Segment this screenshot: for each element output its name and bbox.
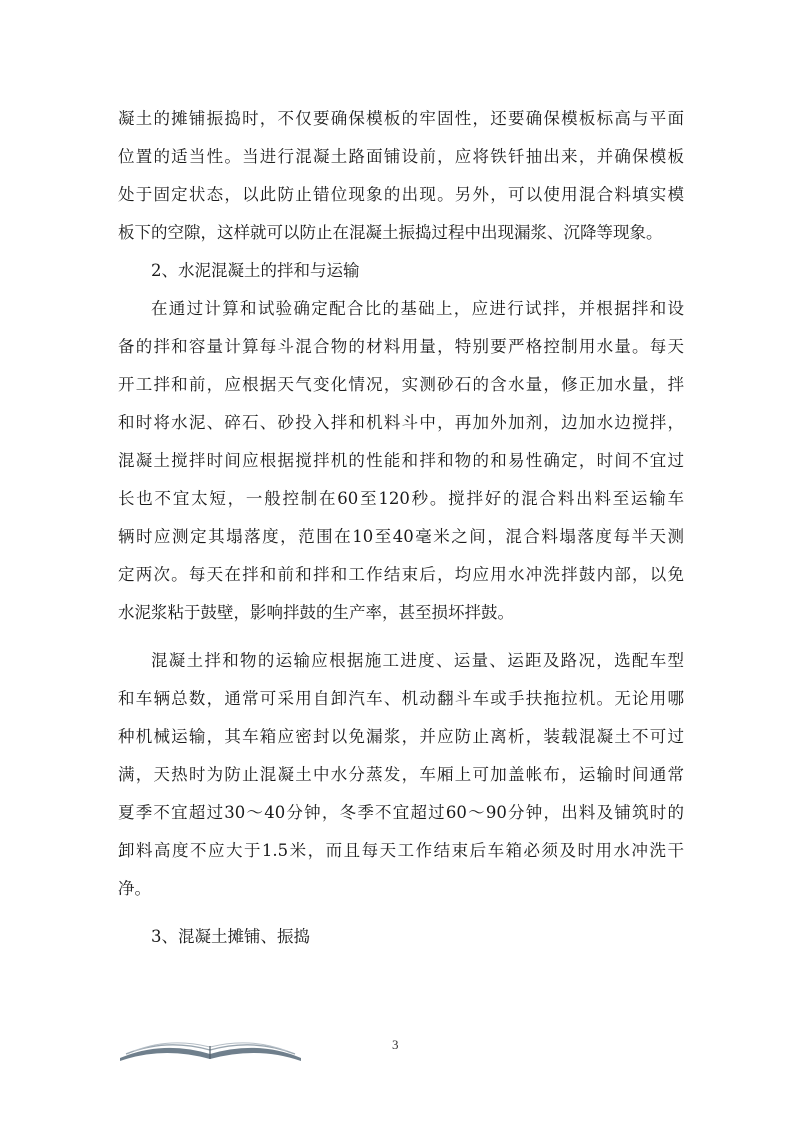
paragraph-2: [118, 290, 684, 632]
text-line: 辆时应测定其塌落度，范围在10至40毫米之间，混合料塌落度每半天测: [118, 527, 684, 546]
text-line: 满，天热时为防止混凝土中水分蒸发，车厢上可加盖帐布，运输时间通常: [118, 765, 684, 784]
text-line: 备的拌和容量计算每斗混合物的材料用量，特别要严格控制用水量。每天: [118, 337, 684, 356]
paragraph-1: [118, 100, 684, 252]
body-text: [118, 100, 684, 956]
text-line: 混凝土拌和物的运输应根据施工进度、运量、运距及路况，选配车型: [151, 651, 684, 670]
text-line: 水泥浆粘于鼓壁，影响拌鼓的生产率，甚至损坏拌鼓。: [118, 603, 514, 622]
text-line: 处于固定状态，以此防止错位现象的出现。另外，可以使用混合料填实模: [118, 185, 684, 204]
paragraph-gap: [118, 908, 684, 918]
text-line: 定两次。每天在拌和前和拌和工作结束后，均应用水冲洗拌鼓内部，以免: [118, 565, 684, 584]
section-heading-3: 3、混凝土摊铺、振捣: [151, 927, 310, 946]
text-line: 凝土的摊铺振捣时，不仅要确保模板的牢固性，还要确保模板标高与平面: [118, 109, 684, 128]
text-line: 开工拌和前，应根据天气变化情况，实测砂石的含水量，修正加水量，拌: [118, 375, 684, 394]
text-line: 长也不宜太短，一般控制在60至120秒。搅拌好的混合料出料至运输车: [118, 489, 684, 508]
text-line: 和时将水泥、碎石、砂投入拌和机料斗中，再加外加剂，边加水边搅拌，: [118, 413, 684, 432]
text-line: 卸料高度不应大于1.5米，而且每天工作结束后车箱必须及时用水冲洗干: [118, 841, 684, 860]
paragraph-gap: [118, 632, 684, 642]
text-line: 种机械运输，其车箱应密封以免漏浆，并应防止离析，装载混凝土不可过: [118, 727, 684, 746]
paragraph-3: [118, 642, 684, 908]
text-line: 夏季不宜超过30～40分钟，冬季不宜超过60～90分钟，出料及铺筑时的: [118, 803, 684, 822]
text-line: 混凝土搅拌时间应根据搅拌机的性能和拌和物的和易性确定，时间不宜过: [118, 451, 684, 470]
text-line: 在通过计算和试验确定配合比的基础上，应进行试拌，并根据拌和设: [151, 299, 684, 318]
text-line: 和车辆总数，通常可采用自卸汽车、机动翻斗车或手扶拖拉机。无论用哪: [118, 689, 684, 708]
page-number: 3: [392, 1037, 399, 1052]
open-book-icon: [118, 1032, 303, 1062]
section-heading-2: 2、水泥混凝土的拌和与运输: [151, 261, 360, 280]
text-line: 位置的适当性。当进行混凝土路面铺设前，应将铁钎抽出来，并确保模板: [118, 147, 684, 166]
text-line: 净。: [118, 879, 151, 898]
text-line: 板下的空隙，这样就可以防止在混凝土振捣过程中出现漏浆、沉降等现象。: [118, 223, 663, 242]
